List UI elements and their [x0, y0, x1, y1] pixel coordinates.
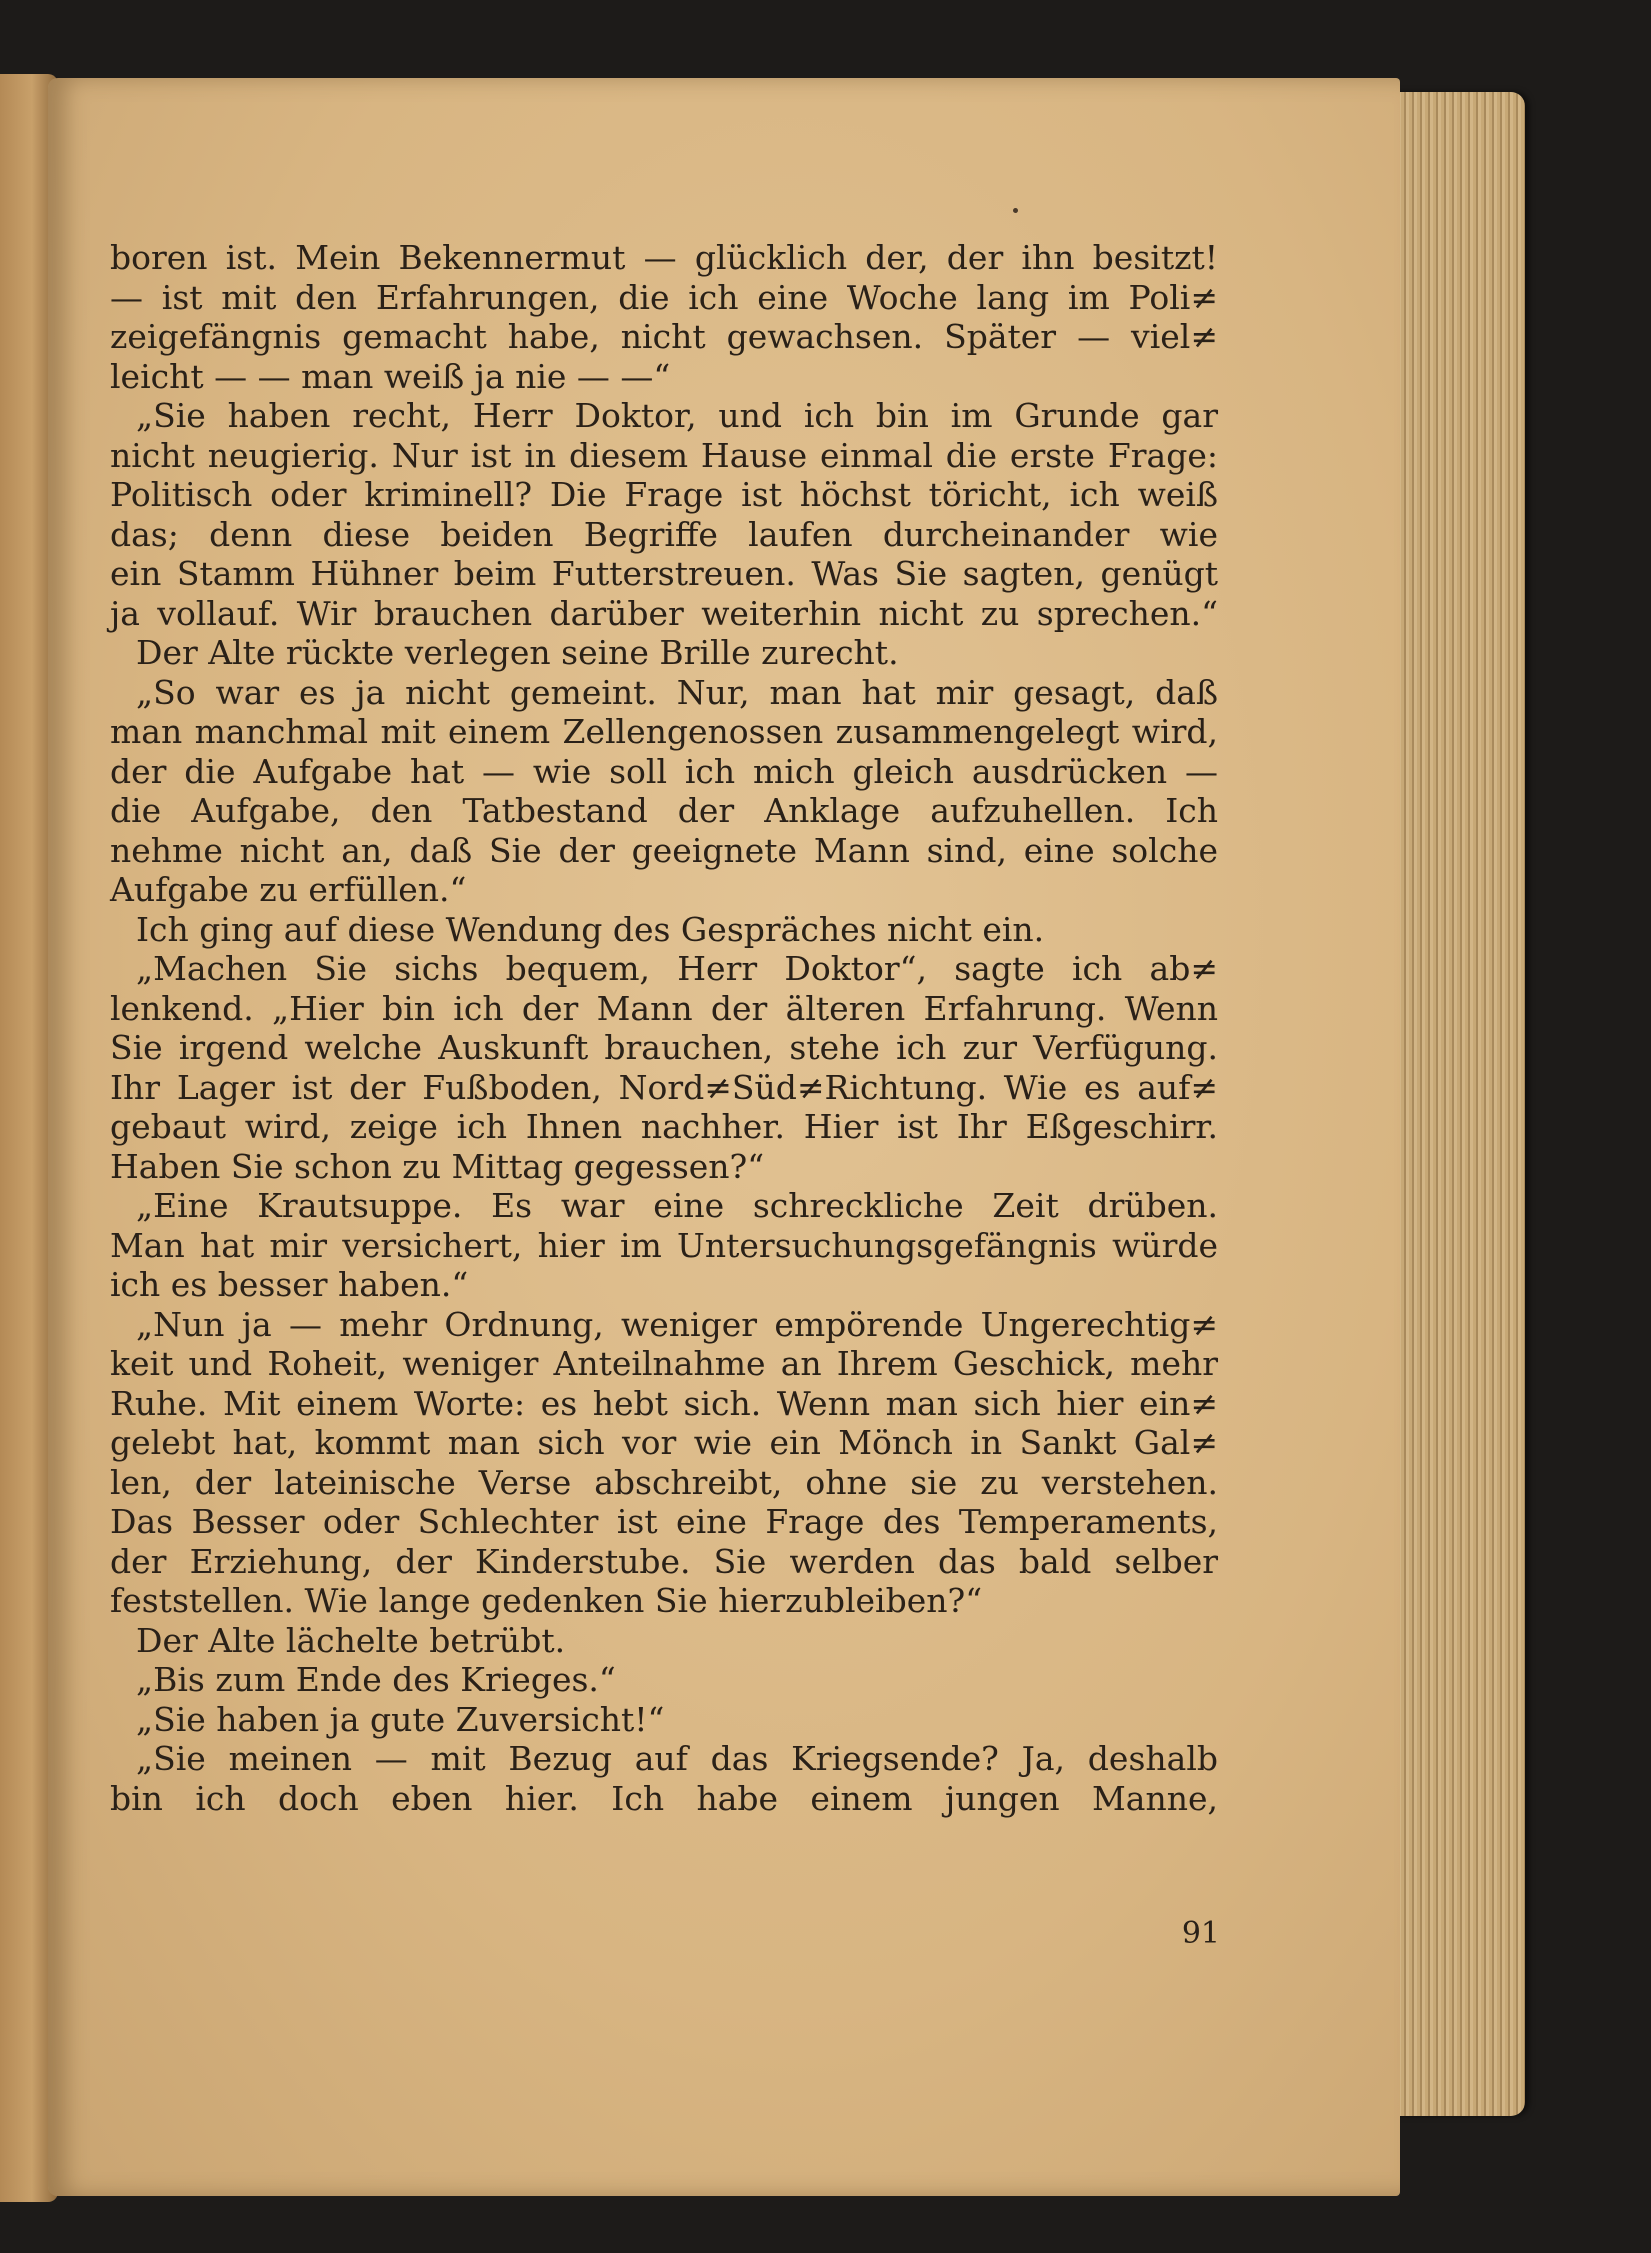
- text-line: „Sie haben ja gute Zuversicht!“: [136, 1699, 665, 1739]
- page-block-edges: [1385, 92, 1525, 2116]
- paper-speck: [1013, 208, 1018, 213]
- text-line: leicht — — man weiß ja nie — —“: [110, 356, 671, 396]
- text-line: die Aufgabe, den Tatbestand der Anklage aufzuhellen. Ich: [110, 791, 1218, 830]
- text-line: das; denn diese beiden Begriffe laufen durcheinander wie: [110, 514, 1218, 554]
- text-line: „Bis zum Ende des Krieges.“: [136, 1660, 616, 1699]
- text-line: der Erziehung, der Kinderstube. Sie werden das bald selber: [110, 1541, 1218, 1581]
- text-line: — ist mit den Erfahrungen, die ich eine Woche lang im Poli≠: [110, 277, 1218, 317]
- text-line: ein Stamm Hühner beim Futterstreuen. Was Sie sagten, genügt: [110, 554, 1218, 593]
- text-line: Ruhe. Mit einem Worte: es hebt sich. Wenn man sich hier ein≠: [110, 1383, 1218, 1423]
- text-line: zeigefängnis gemacht habe, nicht gewachsen. Später — viel≠: [110, 317, 1218, 356]
- text-line: lenkend. „Hier bin ich der Mann der älteren Erfahrung. Wenn: [110, 988, 1218, 1028]
- text-line: boren ist. Mein Bekennermut — glücklich der, der ihn besitzt!: [110, 238, 1218, 277]
- text-line: feststellen. Wie lange gedenken Sie hierzubleiben?“: [110, 1581, 983, 1620]
- text-line: „Nun ja — mehr Ordnung, weniger empörende Ungerechtig≠: [136, 1304, 1218, 1344]
- text-line: „Sie haben recht, Herr Doktor, und ich bin im Grunde gar: [136, 396, 1218, 435]
- text-line: Ihr Lager ist der Fußboden, Nord≠Süd≠Richtung. Wie es auf≠: [110, 1067, 1218, 1107]
- text-line: „So war es ja nicht gemeint. Nur, man hat mir gesagt, daß: [136, 672, 1218, 712]
- text-line: Der Alte lächelte betrübt.: [136, 1620, 566, 1660]
- text-line: Man hat mir versichert, hier im Untersuchungsgefängnis würde: [110, 1225, 1218, 1265]
- text-line: „Sie meinen — mit Bezug auf das Kriegsende? Ja, deshalb: [136, 1739, 1218, 1778]
- text-line: Sie irgend welche Auskunft brauchen, stehe ich zur Verfügung.: [110, 1028, 1218, 1067]
- text-line: der die Aufgabe hat — wie soll ich mich gleich ausdrücken —: [110, 751, 1218, 791]
- text-line: Politisch oder kriminell? Die Frage ist höchst töricht, ich weiß: [110, 475, 1218, 514]
- text-line: Haben Sie schon zu Mittag gegessen?“: [110, 1146, 765, 1186]
- text-line: ja vollauf. Wir brauchen darüber weiterhin nicht zu sprechen.“: [110, 593, 1218, 633]
- text-line: Ich ging auf diese Wendung des Gespräches nicht ein.: [136, 909, 1045, 949]
- text-line: man manchmal mit einem Zellengenossen zusammengelegt wird,: [110, 712, 1218, 751]
- text-line: ich es besser haben.“: [110, 1265, 469, 1304]
- page-number: 91: [1181, 1916, 1220, 1951]
- text-line: nicht neugierig. Nur ist in diesem Hause einmal die erste Frage:: [110, 435, 1218, 475]
- page-body-text: [110, 238, 1218, 1818]
- text-line: Das Besser oder Schlechter ist eine Frage des Temperaments,: [110, 1502, 1218, 1541]
- text-line: „Machen Sie sichs bequem, Herr Doktor“, sagte ich ab≠: [136, 949, 1218, 988]
- text-line: gebaut wird, zeige ich Ihnen nachher. Hier ist Ihr Eßgeschirr.: [110, 1107, 1218, 1146]
- text-line: Aufgabe zu erfüllen.“: [110, 870, 467, 909]
- text-line: Der Alte rückte verlegen seine Brille zurecht.: [136, 633, 899, 672]
- text-line: keit und Roheit, weniger Anteilnahme an Ihrem Geschick, mehr: [110, 1344, 1218, 1383]
- text-line: „Eine Krautsuppe. Es war eine schreckliche Zeit drüben.: [136, 1186, 1218, 1225]
- text-line: bin ich doch eben hier. Ich habe einem jungen Manne,: [110, 1778, 1218, 1818]
- text-line: len, der lateinische Verse abschreibt, ohne sie zu verstehen.: [110, 1462, 1218, 1502]
- text-line: gelebt hat, kommt man sich vor wie ein Mönch in Sankt Gal≠: [110, 1423, 1218, 1462]
- text-line: nehme nicht an, daß Sie der geeignete Mann sind, eine solche: [110, 830, 1218, 870]
